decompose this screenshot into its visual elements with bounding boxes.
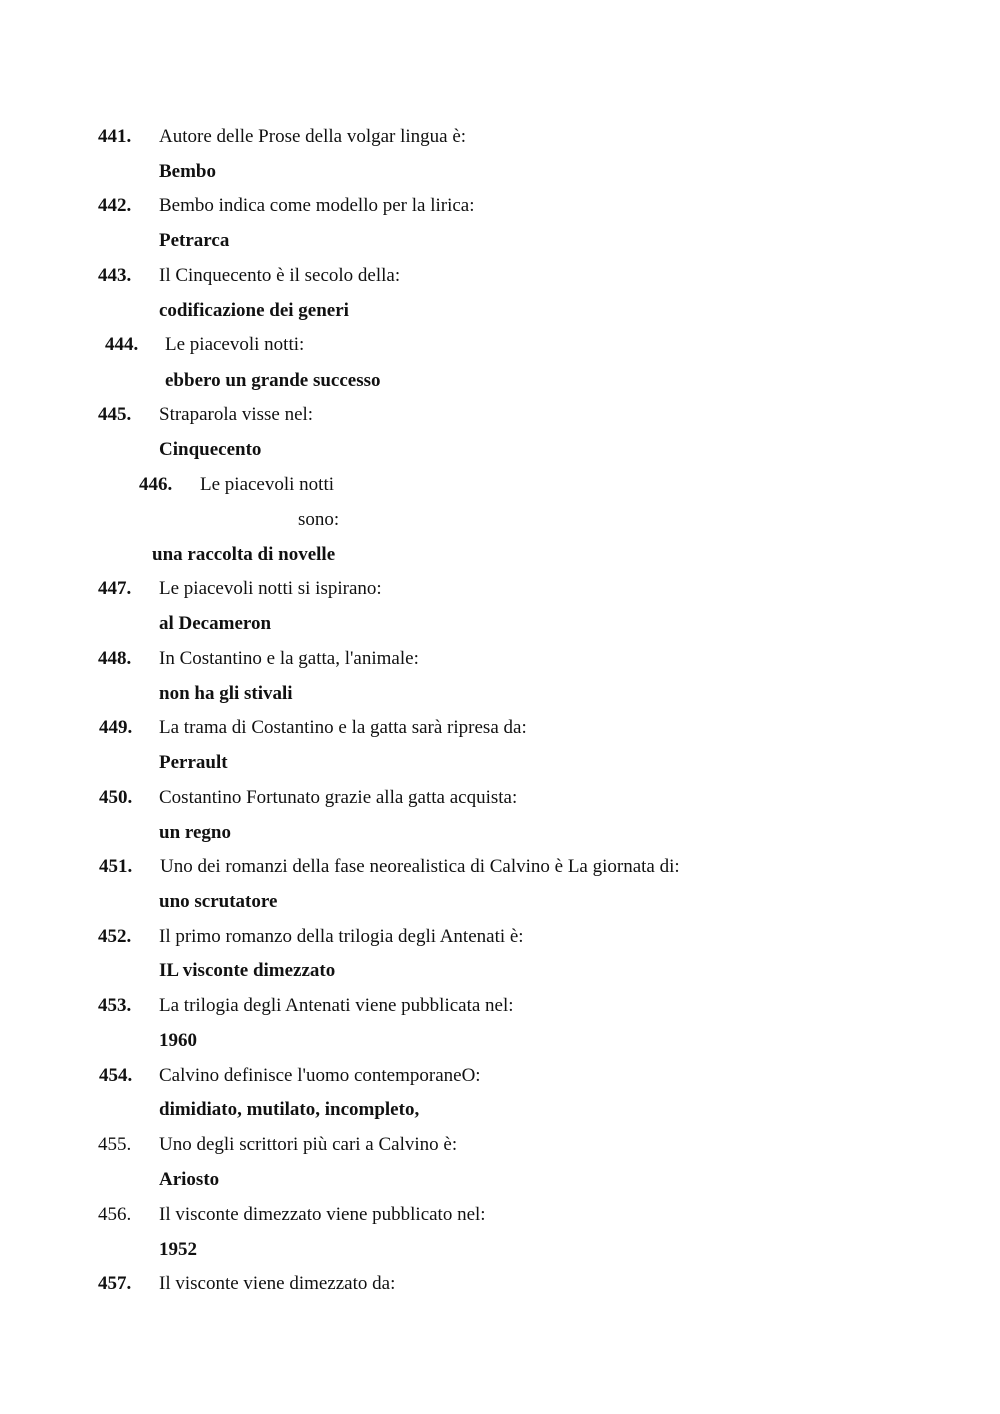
item-question-continuation: sono: [298,509,340,530]
item-number: 455. [98,1134,132,1155]
item-answer: un regno [159,822,231,843]
item-question: La trama di Costantino e la gatta sarà ripresa da: [159,717,527,738]
item-number: 456. [98,1204,132,1225]
item-question: Il Cinquecento è il secolo della: [159,265,401,286]
item-answer: 1960 [159,1030,197,1051]
item-answer: Cinquecento [159,439,262,460]
item-number: 449. [99,717,133,738]
item-question: Bembo indica come modello per la lirica: [159,195,475,216]
item-number: 443. [98,265,132,286]
item-answer: una raccolta di novelle [152,544,336,565]
item-question: Costantino Fortunato grazie alla gatta acquista: [159,787,518,808]
item-question: Uno dei romanzi della fase neorealistica di Calvino è La giornata di: [160,856,680,877]
item-answer: ebbero un grande successo [165,370,381,391]
item-question: Le piacevoli notti [200,474,335,495]
item-number: 448. [98,648,132,669]
item-number: 451. [99,856,133,877]
item-number: 444. [105,334,139,355]
item-number: 442. [98,195,132,216]
item-number: 445. [98,404,132,425]
item-question: Il primo romanzo della trilogia degli Antenati è: [159,926,524,947]
item-answer: Bembo [159,161,216,182]
item-question: Le piacevoli notti: [165,334,305,355]
item-answer: dimidiato, mutilato, incompleto, [159,1099,420,1120]
item-question: Calvino definisce l'uomo contemporaneO: [159,1065,481,1086]
item-answer: al Decameron [159,613,272,634]
item-number: 454. [99,1065,133,1086]
item-answer: uno scrutatore [159,891,278,912]
item-question: Le piacevoli notti si ispirano: [159,578,382,599]
item-number: 452. [98,926,132,947]
item-number: 446. [139,474,173,495]
item-question: Il visconte dimezzato viene pubblicato nel: [159,1204,486,1225]
item-question: Uno degli scrittori più cari a Calvino è: [159,1134,458,1155]
item-number: 453. [98,995,132,1016]
item-answer: IL visconte dimezzato [159,960,336,981]
item-answer: Petrarca [159,230,230,251]
item-number: 447. [98,578,132,599]
item-question: In Costantino e la gatta, l'animale: [159,648,419,669]
item-question: Autore delle Prose della volgar lingua è: [159,126,467,147]
item-answer: Ariosto [159,1169,220,1190]
item-answer: codificazione dei generi [159,300,349,321]
item-answer: 1952 [159,1239,197,1260]
item-number: 450. [99,787,133,808]
item-question: La trilogia degli Antenati viene pubblicata nel: [159,995,514,1016]
item-number: 441. [98,126,132,147]
item-question: Straparola visse nel: [159,404,314,425]
item-question: Il visconte viene dimezzato da: [159,1273,396,1294]
item-number: 457. [98,1273,132,1294]
item-answer: non ha gli stivali [159,683,293,704]
item-answer: Perrault [159,752,228,773]
